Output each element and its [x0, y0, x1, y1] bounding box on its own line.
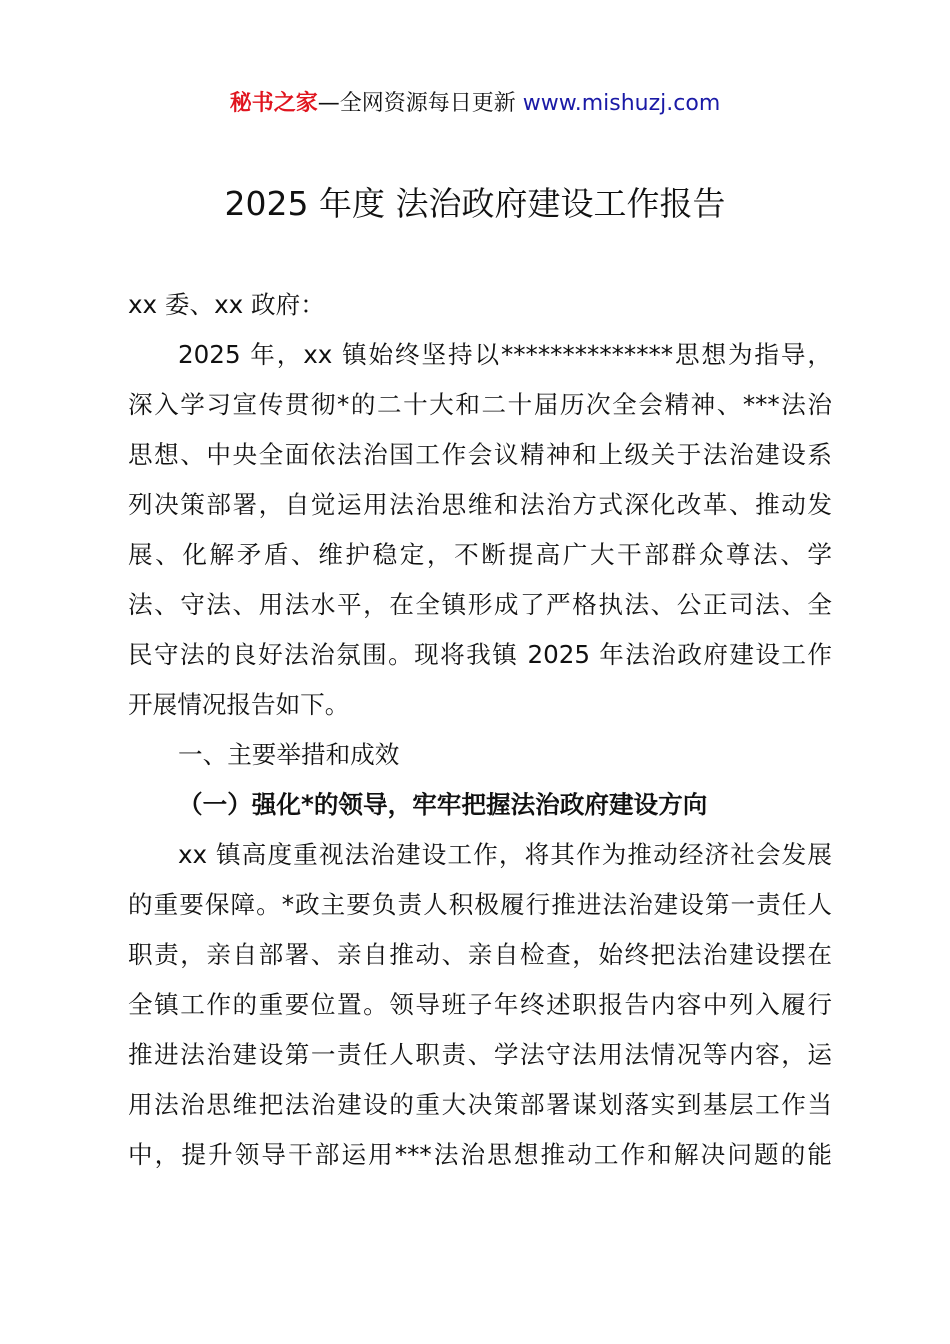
paragraph-line: 法、守法、用法水平，在全镇形成了严格执法、公正司法、全 [128, 590, 832, 619]
document-title: 2025 年度 法治政府建设工作报告 [224, 184, 726, 223]
paragraph-line: 中，提升领导干部运用***法治思想推动工作和解决问题的能 [128, 1140, 832, 1169]
paragraph-line: 推进法治建设第一责任人职责、学法守法用法情况等内容，运 [128, 1040, 832, 1069]
section-heading: 一、主要举措和成效 [178, 740, 400, 769]
banner-tagline: —全网资源每日更新 [317, 91, 523, 116]
paragraph-line: 列决策部署，自觉运用法治思维和法治方式深化改革、推动发 [128, 490, 832, 519]
paragraph-line: 展、化解矛盾、维护稳定，不断提高广大干部群众尊法、学 [128, 540, 832, 569]
site-banner [0, 86, 950, 122]
subsection-heading: （一）强化*的领导，牢牢把握法治政府建设方向 [178, 790, 708, 819]
paragraph-leadership [128, 830, 832, 1180]
paragraph-line: 用法治思维把法治建设的重大决策部署谋划落实到基层工作当 [128, 1090, 832, 1119]
banner-brand: 秘书之家 [229, 91, 318, 116]
paragraph-line: xx 镇高度重视法治建设工作，将其作为推动经济社会发展 [178, 840, 832, 869]
paragraph-line: 职责，亲自部署、亲自推动、亲自检查，始终把法治建设摆在 [128, 940, 832, 969]
paragraph-line: 开展情况报告如下。 [128, 690, 350, 719]
paragraph-line: 深入学习宣传贯彻*的二十大和二十届历次全会精神、***法治 [128, 390, 832, 419]
paragraph-intro [128, 330, 832, 730]
banner-url-link[interactable]: www.mishuzj.com [522, 91, 721, 116]
salutation: xx 委、xx 政府： [128, 290, 325, 319]
paragraph-line: 全镇工作的重要位置。领导班子年终述职报告内容中列入履行 [128, 990, 832, 1019]
paragraph-line: 2025 年，xx 镇始终坚持以**************思想为指导， [178, 340, 832, 369]
paragraph-line: 民守法的良好法治氛围。现将我镇 2025 年法治政府建设工作 [128, 640, 832, 669]
paragraph-line: 思想、中央全面依法治国工作会议精神和上级关于法治建设系 [128, 440, 832, 469]
document-body [128, 280, 832, 1180]
paragraph-line: 的重要保障。*政主要负责人积极履行推进法治建设第一责任人 [128, 890, 832, 919]
